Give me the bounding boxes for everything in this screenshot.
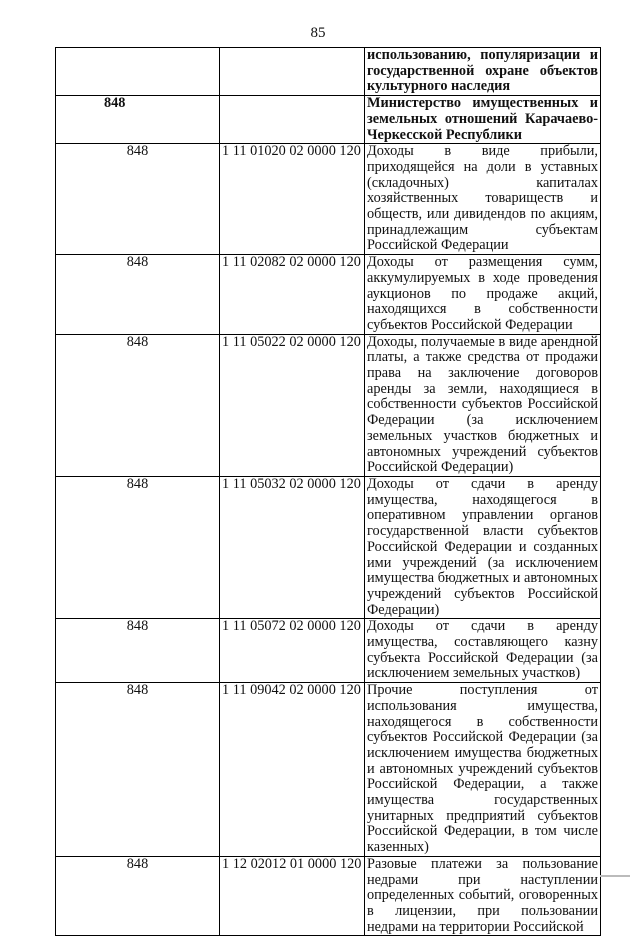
- revenue-name-cell: Доходы от размещения сумм, аккумулируемых в ходе проведения аукционов по продаже акций, находящихся в собственности субъектов Российской Федерации: [365, 255, 601, 335]
- admin-code-cell: 848: [56, 255, 220, 335]
- table-row: [56, 856, 601, 936]
- admin-code-cell: 848: [56, 96, 220, 144]
- revenue-name-cell: Доходы от сдачи в аренду имущества, находящегося в оперативном управлении органов государственной власти субъектов Российской Федерации и созданных ими учреждений (за исключением имущества бюджетных и автономных учреждений субъектов Российской Федерации): [365, 476, 601, 618]
- revenue-name-cell: Доходы в виде прибыли, приходящейся на доли в уставных (складочных) капиталах хозяйственных товариществ и обществ, или дивидендов по акциям, принадлежащим субъектам Российской Федерации: [365, 144, 601, 255]
- revenue-name-cell: использованию, популяризации и государственной охране объектов культурного наследия: [365, 48, 601, 96]
- table-row: [56, 619, 601, 683]
- budget-code-cell: 1 11 01020 02 0000 120: [220, 144, 365, 255]
- page-number: 85: [310, 25, 326, 41]
- revenue-name-cell: Доходы от сдачи в аренду имущества, составляющего казну субъекта Российской Федерации (за исключением земельных участков): [365, 619, 601, 683]
- revenue-name-cell: Доходы, получаемые в виде арендной платы, а также средства от продажи права на заключение договоров аренды за земли, находящиеся в собственности субъектов Российской Федерации (за исключением земельных участков бюджетных и автономных учреждений субъектов Российской Федерации): [365, 334, 601, 476]
- table-row: [56, 334, 601, 476]
- admin-code-cell: 848: [56, 683, 220, 857]
- table-row: [56, 683, 601, 857]
- admin-code-cell: 848: [56, 144, 220, 255]
- table-row: [56, 476, 601, 618]
- revenue-name-cell: Министерство имущественных и земельных отношений Карачаево-Черкесской Республики: [365, 96, 601, 144]
- table-body: [56, 48, 601, 936]
- admin-code-cell: 848: [56, 476, 220, 618]
- table-row: [56, 255, 601, 335]
- table-row: [56, 144, 601, 255]
- revenue-name-cell: Прочие поступления от использования имущества, находящегося в собственности субъектов Российской Федерации (за исключением имущества бюджетных и автономных учреждений субъектов Российской Федерации, а также имущества государственных унитарных предприятий субъектов Российской Федерации, в том числе казенных): [365, 683, 601, 857]
- admin-code-cell: 848: [56, 856, 220, 936]
- budget-code-cell: 1 11 09042 02 0000 120: [220, 683, 365, 857]
- admin-code-cell: 848: [56, 334, 220, 476]
- revenue-name-cell: Разовые платежи за пользование недрами при наступлении определенных событий, оговоренных в лицензии, при пользовании недрами на территории Российской: [365, 856, 601, 936]
- budget-code-cell: 1 12 02012 01 0000 120: [220, 856, 365, 936]
- budget-code-cell: 1 11 02082 02 0000 120: [220, 255, 365, 335]
- revenue-codes-table: [55, 47, 601, 936]
- budget-code-cell: 1 11 05032 02 0000 120: [220, 476, 365, 618]
- budget-code-cell: [220, 48, 365, 96]
- budget-code-cell: [220, 96, 365, 144]
- admin-code-cell: [56, 48, 220, 96]
- budget-code-cell: 1 11 05022 02 0000 120: [220, 334, 365, 476]
- table-row: [56, 96, 601, 144]
- scan-artifact: [600, 875, 630, 877]
- table-row: [56, 48, 601, 96]
- admin-code-cell: 848: [56, 619, 220, 683]
- budget-code-cell: 1 11 05072 02 0000 120: [220, 619, 365, 683]
